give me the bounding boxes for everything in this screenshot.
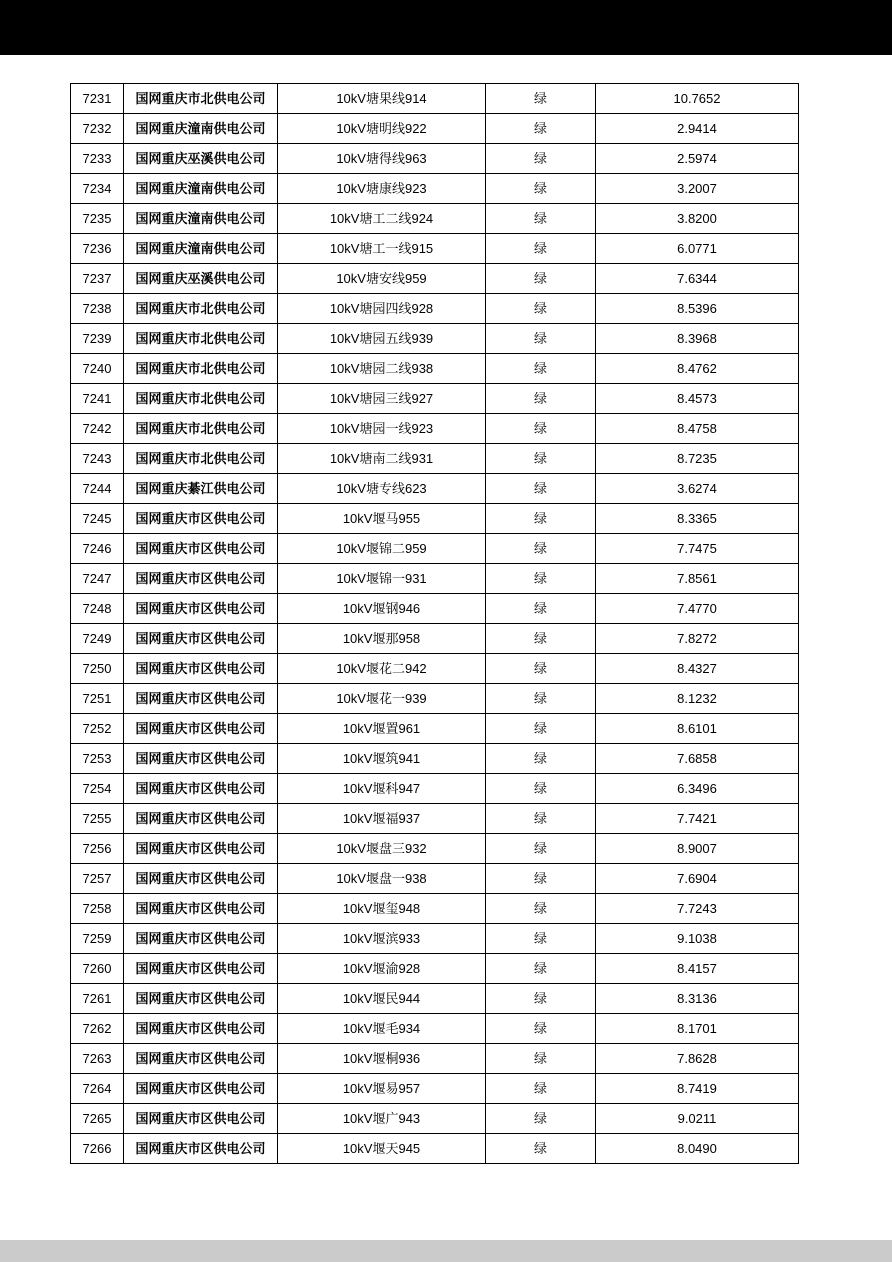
company-name-cell: 国网重庆市区供电公司	[124, 1134, 278, 1164]
status-cell: 绿	[486, 714, 596, 744]
table-row	[71, 1044, 799, 1074]
row-number-cell: 7254	[71, 774, 124, 804]
table-row	[71, 204, 799, 234]
table-row	[71, 864, 799, 894]
company-name-cell: 国网重庆市北供电公司	[124, 414, 278, 444]
status-cell: 绿	[486, 684, 596, 714]
company-name-cell: 国网重庆市区供电公司	[124, 534, 278, 564]
table-row	[71, 234, 799, 264]
value-cell: 8.3136	[596, 984, 799, 1014]
status-cell: 绿	[486, 294, 596, 324]
row-number-cell: 7263	[71, 1044, 124, 1074]
company-name-cell: 国网重庆潼南供电公司	[124, 204, 278, 234]
row-number-cell: 7233	[71, 144, 124, 174]
table-row	[71, 834, 799, 864]
company-name-cell: 国网重庆市区供电公司	[124, 804, 278, 834]
line-name-cell: 10kV塘专线623	[278, 474, 486, 504]
status-cell: 绿	[486, 804, 596, 834]
status-cell: 绿	[486, 144, 596, 174]
value-cell: 3.6274	[596, 474, 799, 504]
table-row	[71, 414, 799, 444]
company-name-cell: 国网重庆市区供电公司	[124, 1104, 278, 1134]
table-row	[71, 954, 799, 984]
table-row	[71, 984, 799, 1014]
status-cell: 绿	[486, 444, 596, 474]
status-cell: 绿	[486, 954, 596, 984]
company-name-cell: 国网重庆潼南供电公司	[124, 114, 278, 144]
value-cell: 8.4157	[596, 954, 799, 984]
status-cell: 绿	[486, 204, 596, 234]
status-cell: 绿	[486, 564, 596, 594]
value-cell: 9.1038	[596, 924, 799, 954]
company-name-cell: 国网重庆市区供电公司	[124, 894, 278, 924]
company-name-cell: 国网重庆市区供电公司	[124, 954, 278, 984]
line-name-cell: 10kV塘园三线927	[278, 384, 486, 414]
line-name-cell: 10kV塘得线963	[278, 144, 486, 174]
table-row	[71, 714, 799, 744]
row-number-cell: 7236	[71, 234, 124, 264]
table-row	[71, 564, 799, 594]
line-name-cell: 10kV塘康线923	[278, 174, 486, 204]
status-cell: 绿	[486, 84, 596, 114]
row-number-cell: 7247	[71, 564, 124, 594]
value-cell: 7.8272	[596, 624, 799, 654]
row-number-cell: 7241	[71, 384, 124, 414]
value-cell: 2.9414	[596, 114, 799, 144]
status-cell: 绿	[486, 114, 596, 144]
status-cell: 绿	[486, 744, 596, 774]
row-number-cell: 7238	[71, 294, 124, 324]
company-name-cell: 国网重庆市区供电公司	[124, 924, 278, 954]
top-black-bar	[0, 0, 892, 55]
value-cell: 7.6344	[596, 264, 799, 294]
company-name-cell: 国网重庆市区供电公司	[124, 714, 278, 744]
status-cell: 绿	[486, 984, 596, 1014]
company-name-cell: 国网重庆巫溪供电公司	[124, 144, 278, 174]
value-cell: 8.3968	[596, 324, 799, 354]
line-name-cell: 10kV塘果线914	[278, 84, 486, 114]
value-cell: 8.1701	[596, 1014, 799, 1044]
status-cell: 绿	[486, 474, 596, 504]
value-cell: 7.4770	[596, 594, 799, 624]
value-cell: 7.6858	[596, 744, 799, 774]
status-cell: 绿	[486, 1104, 596, 1134]
status-cell: 绿	[486, 864, 596, 894]
company-name-cell: 国网重庆市区供电公司	[124, 504, 278, 534]
table-row	[71, 474, 799, 504]
status-cell: 绿	[486, 264, 596, 294]
company-name-cell: 国网重庆市区供电公司	[124, 774, 278, 804]
line-name-cell: 10kV堰那958	[278, 624, 486, 654]
line-name-cell: 10kV塘工一线915	[278, 234, 486, 264]
row-number-cell: 7250	[71, 654, 124, 684]
table-row	[71, 354, 799, 384]
document-page	[0, 55, 892, 1240]
table-row	[71, 624, 799, 654]
status-cell: 绿	[486, 534, 596, 564]
status-cell: 绿	[486, 384, 596, 414]
value-cell: 8.4762	[596, 354, 799, 384]
line-name-cell: 10kV堰花一939	[278, 684, 486, 714]
company-name-cell: 国网重庆巫溪供电公司	[124, 264, 278, 294]
line-name-cell: 10kV堰易957	[278, 1074, 486, 1104]
value-cell: 3.2007	[596, 174, 799, 204]
row-number-cell: 7255	[71, 804, 124, 834]
company-name-cell: 国网重庆市北供电公司	[124, 384, 278, 414]
bottom-gray-bar	[0, 1240, 892, 1262]
line-name-cell: 10kV堰置961	[278, 714, 486, 744]
value-cell: 8.4758	[596, 414, 799, 444]
table-row	[71, 1014, 799, 1044]
row-number-cell: 7235	[71, 204, 124, 234]
row-number-cell: 7243	[71, 444, 124, 474]
line-name-cell: 10kV堰玺948	[278, 894, 486, 924]
line-name-cell: 10kV塘明线922	[278, 114, 486, 144]
status-cell: 绿	[486, 1044, 596, 1074]
value-cell: 8.0490	[596, 1134, 799, 1164]
value-cell: 8.4327	[596, 654, 799, 684]
value-cell: 8.1232	[596, 684, 799, 714]
value-cell: 8.7419	[596, 1074, 799, 1104]
company-name-cell: 国网重庆潼南供电公司	[124, 174, 278, 204]
value-cell: 7.7421	[596, 804, 799, 834]
status-cell: 绿	[486, 654, 596, 684]
table-row	[71, 114, 799, 144]
status-cell: 绿	[486, 354, 596, 384]
row-number-cell: 7259	[71, 924, 124, 954]
company-name-cell: 国网重庆市区供电公司	[124, 984, 278, 1014]
table-row	[71, 534, 799, 564]
value-cell: 2.5974	[596, 144, 799, 174]
table-row	[71, 594, 799, 624]
company-name-cell: 国网重庆市区供电公司	[124, 684, 278, 714]
line-name-cell: 10kV堰渝928	[278, 954, 486, 984]
value-cell: 6.0771	[596, 234, 799, 264]
row-number-cell: 7242	[71, 414, 124, 444]
value-cell: 9.0211	[596, 1104, 799, 1134]
line-name-cell: 10kV塘南二线931	[278, 444, 486, 474]
table-row	[71, 84, 799, 114]
company-name-cell: 国网重庆市区供电公司	[124, 1014, 278, 1044]
line-name-cell: 10kV塘工二线924	[278, 204, 486, 234]
table-row	[71, 144, 799, 174]
table-row	[71, 684, 799, 714]
table-row	[71, 384, 799, 414]
status-cell: 绿	[486, 774, 596, 804]
table-row	[71, 504, 799, 534]
company-name-cell: 国网重庆市北供电公司	[124, 294, 278, 324]
value-cell: 7.8561	[596, 564, 799, 594]
status-cell: 绿	[486, 504, 596, 534]
line-name-cell: 10kV塘安线959	[278, 264, 486, 294]
row-number-cell: 7232	[71, 114, 124, 144]
table-row	[71, 444, 799, 474]
status-cell: 绿	[486, 834, 596, 864]
status-cell: 绿	[486, 624, 596, 654]
table-body	[71, 84, 799, 1164]
company-name-cell: 国网重庆市区供电公司	[124, 594, 278, 624]
line-name-cell: 10kV堰民944	[278, 984, 486, 1014]
line-name-cell: 10kV塘园二线938	[278, 354, 486, 384]
status-cell: 绿	[486, 594, 596, 624]
line-name-cell: 10kV堰马955	[278, 504, 486, 534]
table-row	[71, 294, 799, 324]
table-row	[71, 924, 799, 954]
line-name-cell: 10kV堰科947	[278, 774, 486, 804]
status-cell: 绿	[486, 414, 596, 444]
row-number-cell: 7234	[71, 174, 124, 204]
status-cell: 绿	[486, 324, 596, 354]
line-name-cell: 10kV堰花二942	[278, 654, 486, 684]
table-row	[71, 894, 799, 924]
company-name-cell: 国网重庆市北供电公司	[124, 444, 278, 474]
line-name-cell: 10kV堰天945	[278, 1134, 486, 1164]
status-cell: 绿	[486, 1074, 596, 1104]
line-name-cell: 10kV堰锦二959	[278, 534, 486, 564]
line-name-cell: 10kV堰桐936	[278, 1044, 486, 1074]
status-cell: 绿	[486, 234, 596, 264]
row-number-cell: 7231	[71, 84, 124, 114]
value-cell: 8.4573	[596, 384, 799, 414]
value-cell: 10.7652	[596, 84, 799, 114]
value-cell: 7.8628	[596, 1044, 799, 1074]
value-cell: 7.6904	[596, 864, 799, 894]
line-name-cell: 10kV塘园一线923	[278, 414, 486, 444]
table-row	[71, 1104, 799, 1134]
row-number-cell: 7239	[71, 324, 124, 354]
line-name-cell: 10kV堰滨933	[278, 924, 486, 954]
power-line-table	[70, 83, 799, 1164]
company-name-cell: 国网重庆市区供电公司	[124, 1044, 278, 1074]
status-cell: 绿	[486, 174, 596, 204]
value-cell: 6.3496	[596, 774, 799, 804]
table-row	[71, 654, 799, 684]
row-number-cell: 7257	[71, 864, 124, 894]
row-number-cell: 7249	[71, 624, 124, 654]
line-name-cell: 10kV堰广943	[278, 1104, 486, 1134]
company-name-cell: 国网重庆綦江供电公司	[124, 474, 278, 504]
value-cell: 8.3365	[596, 504, 799, 534]
table-row	[71, 804, 799, 834]
row-number-cell: 7237	[71, 264, 124, 294]
company-name-cell: 国网重庆潼南供电公司	[124, 234, 278, 264]
table-row	[71, 324, 799, 354]
row-number-cell: 7265	[71, 1104, 124, 1134]
line-name-cell: 10kV堰锦一931	[278, 564, 486, 594]
company-name-cell: 国网重庆市区供电公司	[124, 834, 278, 864]
company-name-cell: 国网重庆市区供电公司	[124, 1074, 278, 1104]
value-cell: 8.5396	[596, 294, 799, 324]
value-cell: 8.7235	[596, 444, 799, 474]
row-number-cell: 7266	[71, 1134, 124, 1164]
status-cell: 绿	[486, 924, 596, 954]
row-number-cell: 7246	[71, 534, 124, 564]
line-name-cell: 10kV堰福937	[278, 804, 486, 834]
row-number-cell: 7251	[71, 684, 124, 714]
table-row	[71, 744, 799, 774]
value-cell: 3.8200	[596, 204, 799, 234]
row-number-cell: 7261	[71, 984, 124, 1014]
line-name-cell: 10kV堰毛934	[278, 1014, 486, 1044]
row-number-cell: 7244	[71, 474, 124, 504]
company-name-cell: 国网重庆市区供电公司	[124, 744, 278, 774]
value-cell: 7.7243	[596, 894, 799, 924]
table-row	[71, 264, 799, 294]
company-name-cell: 国网重庆市区供电公司	[124, 864, 278, 894]
line-name-cell: 10kV塘园五线939	[278, 324, 486, 354]
status-cell: 绿	[486, 1134, 596, 1164]
row-number-cell: 7262	[71, 1014, 124, 1044]
table-row	[71, 774, 799, 804]
line-name-cell: 10kV堰筑941	[278, 744, 486, 774]
row-number-cell: 7253	[71, 744, 124, 774]
company-name-cell: 国网重庆市北供电公司	[124, 84, 278, 114]
table-row	[71, 1134, 799, 1164]
row-number-cell: 7260	[71, 954, 124, 984]
company-name-cell: 国网重庆市区供电公司	[124, 624, 278, 654]
company-name-cell: 国网重庆市区供电公司	[124, 654, 278, 684]
row-number-cell: 7264	[71, 1074, 124, 1104]
row-number-cell: 7240	[71, 354, 124, 384]
row-number-cell: 7245	[71, 504, 124, 534]
company-name-cell: 国网重庆市北供电公司	[124, 324, 278, 354]
value-cell: 8.6101	[596, 714, 799, 744]
value-cell: 8.9007	[596, 834, 799, 864]
row-number-cell: 7258	[71, 894, 124, 924]
status-cell: 绿	[486, 894, 596, 924]
company-name-cell: 国网重庆市区供电公司	[124, 564, 278, 594]
company-name-cell: 国网重庆市北供电公司	[124, 354, 278, 384]
line-name-cell: 10kV堰盘三932	[278, 834, 486, 864]
table-row	[71, 174, 799, 204]
row-number-cell: 7256	[71, 834, 124, 864]
line-name-cell: 10kV堰钢946	[278, 594, 486, 624]
table-row	[71, 1074, 799, 1104]
line-name-cell: 10kV堰盘一938	[278, 864, 486, 894]
status-cell: 绿	[486, 1014, 596, 1044]
line-name-cell: 10kV塘园四线928	[278, 294, 486, 324]
row-number-cell: 7248	[71, 594, 124, 624]
row-number-cell: 7252	[71, 714, 124, 744]
value-cell: 7.7475	[596, 534, 799, 564]
